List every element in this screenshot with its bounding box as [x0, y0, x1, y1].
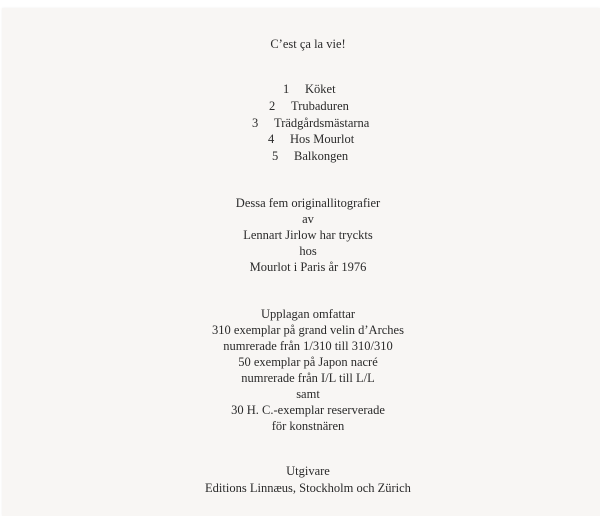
- list-item-number: 2: [269, 99, 276, 113]
- colophon-line: Mourlot i Paris år 1976: [249, 260, 367, 274]
- list-item-title: Köket: [305, 82, 336, 96]
- list-item-number: 1: [283, 82, 290, 96]
- list-item-title: Trubaduren: [291, 99, 349, 113]
- colophon-line: av: [302, 212, 314, 226]
- colophon-line: Lennart Jirlow har tryckts: [243, 228, 373, 242]
- list-item-title: Hos Mourlot: [290, 132, 355, 146]
- list-item: [268, 132, 354, 146]
- document-title: C’est ça la vie!: [270, 37, 346, 51]
- list-item-title: Balkongen: [294, 149, 349, 163]
- colophon-line: hos: [299, 244, 317, 258]
- edition-line: numrerade från I/L till L/L: [241, 371, 375, 385]
- list-item: [269, 99, 349, 113]
- list-item: [252, 116, 369, 130]
- list-item: [283, 82, 336, 96]
- list-item-number: 5: [272, 149, 279, 163]
- edition-line: 310 exemplar på grand velin d’Arches: [212, 323, 404, 337]
- edition-line: samt: [296, 387, 320, 401]
- list-item-number: 4: [268, 132, 275, 146]
- edition-line: för konstnären: [271, 419, 345, 433]
- list-item: [272, 149, 348, 163]
- publisher-name: Editions Linnæus, Stockholm och Zürich: [205, 481, 411, 495]
- edition-line: 30 H. C.-exemplar reserverade: [231, 403, 385, 417]
- edition-line: Upplagan omfattar: [260, 307, 356, 321]
- list-item-title: Trädgårdsmästarna: [274, 116, 370, 130]
- list-item-number: 3: [252, 116, 259, 130]
- edition-line: numrerade från 1/310 till 310/310: [223, 339, 393, 353]
- publisher-heading: Utgivare: [286, 464, 330, 478]
- edition-line: 50 exemplar på Japon nacré: [238, 355, 378, 369]
- colophon-line: Dessa fem originallitografier: [235, 196, 381, 210]
